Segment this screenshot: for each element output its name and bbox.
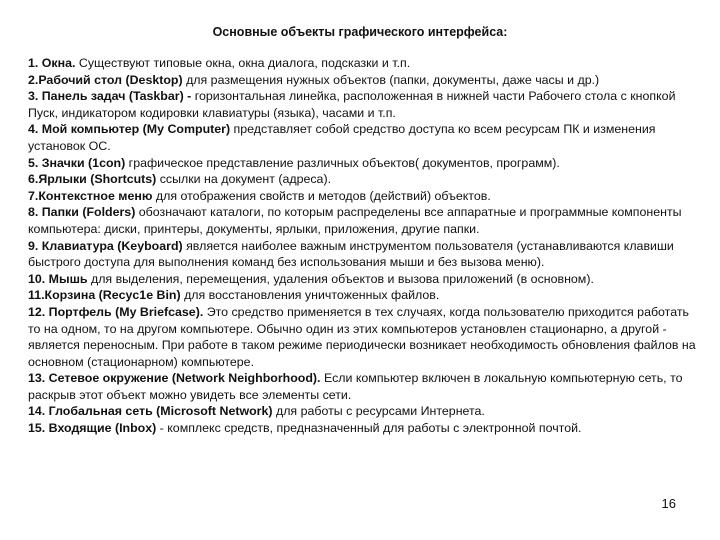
list-item bbox=[28, 271, 700, 288]
item-term: 9. Клавиатура (Keyboard) bbox=[28, 238, 183, 253]
list-item bbox=[28, 121, 700, 154]
item-term: 1. Окна. bbox=[28, 56, 76, 70]
list-item bbox=[28, 72, 700, 89]
item-term: 10. Мышь bbox=[28, 271, 88, 286]
item-term: 7.Контекстное меню bbox=[28, 188, 153, 203]
item-text: Если компьютер включен в локальную компьютерную сеть, то раскрыв этот объект можно увидеть все элементы сети. bbox=[28, 371, 683, 402]
item-term: 15. Входящие (Inbox) bbox=[28, 421, 157, 436]
item-text: для отображения свойств и методов (действий) объектов. bbox=[152, 188, 491, 203]
item-term: 6.Ярлыки (Shortcuts) bbox=[28, 172, 157, 187]
item-text: для восстановления уничтоженных файлов. bbox=[180, 288, 440, 303]
item-text: горизонтальная линейка, расположенная в нижней части Рабочего стола с кнопкой Пуск, индикатором кодировки клавиатуры (языка), часами и т.п. bbox=[28, 89, 676, 120]
list-item bbox=[28, 238, 700, 271]
item-text: обозначают каталоги, по которым распределены все аппаратные и программные компоненты компьютера: диски, принтеры, документы, ярлыки, приложения, другие папки. bbox=[28, 205, 682, 236]
list-item bbox=[28, 55, 700, 72]
item-term: 3. Панель задач (Taskbar) - bbox=[28, 89, 192, 104]
item-text: графическое представление различных объектов( документов, программ). bbox=[125, 155, 560, 170]
list-item bbox=[28, 171, 700, 188]
item-term: 2.Рабочий стол (Desktop) bbox=[28, 72, 183, 87]
list-item bbox=[28, 188, 700, 205]
list-item bbox=[28, 88, 700, 121]
gui-objects-list bbox=[28, 55, 700, 437]
item-term: 14. Глобальная сеть (Microsoft Network) bbox=[28, 404, 273, 419]
item-text: - комплекс средств, предназначенный для работы с электронной почтой. bbox=[156, 421, 582, 436]
list-item bbox=[28, 304, 700, 370]
item-term: 4. Мой компьютер (My Computer) bbox=[28, 122, 231, 137]
page-number: 16 bbox=[661, 496, 676, 511]
list-item bbox=[28, 403, 700, 420]
item-term: 11.Корзина (Recyc1e Bin) bbox=[28, 288, 181, 303]
list-item bbox=[28, 155, 700, 172]
item-term: 5. Значки (1con) bbox=[28, 155, 126, 170]
list-item bbox=[28, 287, 700, 304]
item-text: является наиболее важным инструментом пользователя (устанавливаются клавиши быстрого доступа для выполнения команд без использования мыши и без вызова меню). bbox=[28, 238, 674, 270]
item-text: для выделения, перемещения, удаления объектов и вызова приложений (в основном). bbox=[87, 271, 594, 286]
item-term: 12. Портфель (My Briefcase). bbox=[28, 304, 204, 319]
list-item bbox=[28, 204, 700, 237]
item-text: Существуют типовые окна, окна диалога, подсказки и т.п. bbox=[75, 56, 411, 70]
item-term: 8. Папки (Folders) bbox=[28, 205, 136, 220]
slide-title: Основные объекты графического интерфейса: bbox=[212, 25, 508, 39]
list-item bbox=[28, 420, 700, 437]
item-text: ссылки на документ (адреса). bbox=[156, 172, 332, 187]
item-text: представляет собой средство доступа ко всем ресурсам ПК и изменения установок ОС. bbox=[28, 122, 656, 153]
item-text: для размещения нужных объектов (папки, документы, даже часы и др.) bbox=[182, 72, 600, 87]
list-item bbox=[28, 370, 700, 403]
item-term: 13. Сетевое окружение (Network Neighborhood). bbox=[28, 371, 321, 386]
item-text: для работы с ресурсами Интернета. bbox=[272, 404, 485, 419]
item-text: Это средство применяется в тех случаях, когда пользователю приходится работать то на одном, то на другом компьютере. Обычно один из этих компьютеров установлен стационарно, а другой - является переносным. При работе в таком режиме периодически возникает необходимость обновления файлов на основном (стационарном) компьютере. bbox=[28, 304, 696, 369]
